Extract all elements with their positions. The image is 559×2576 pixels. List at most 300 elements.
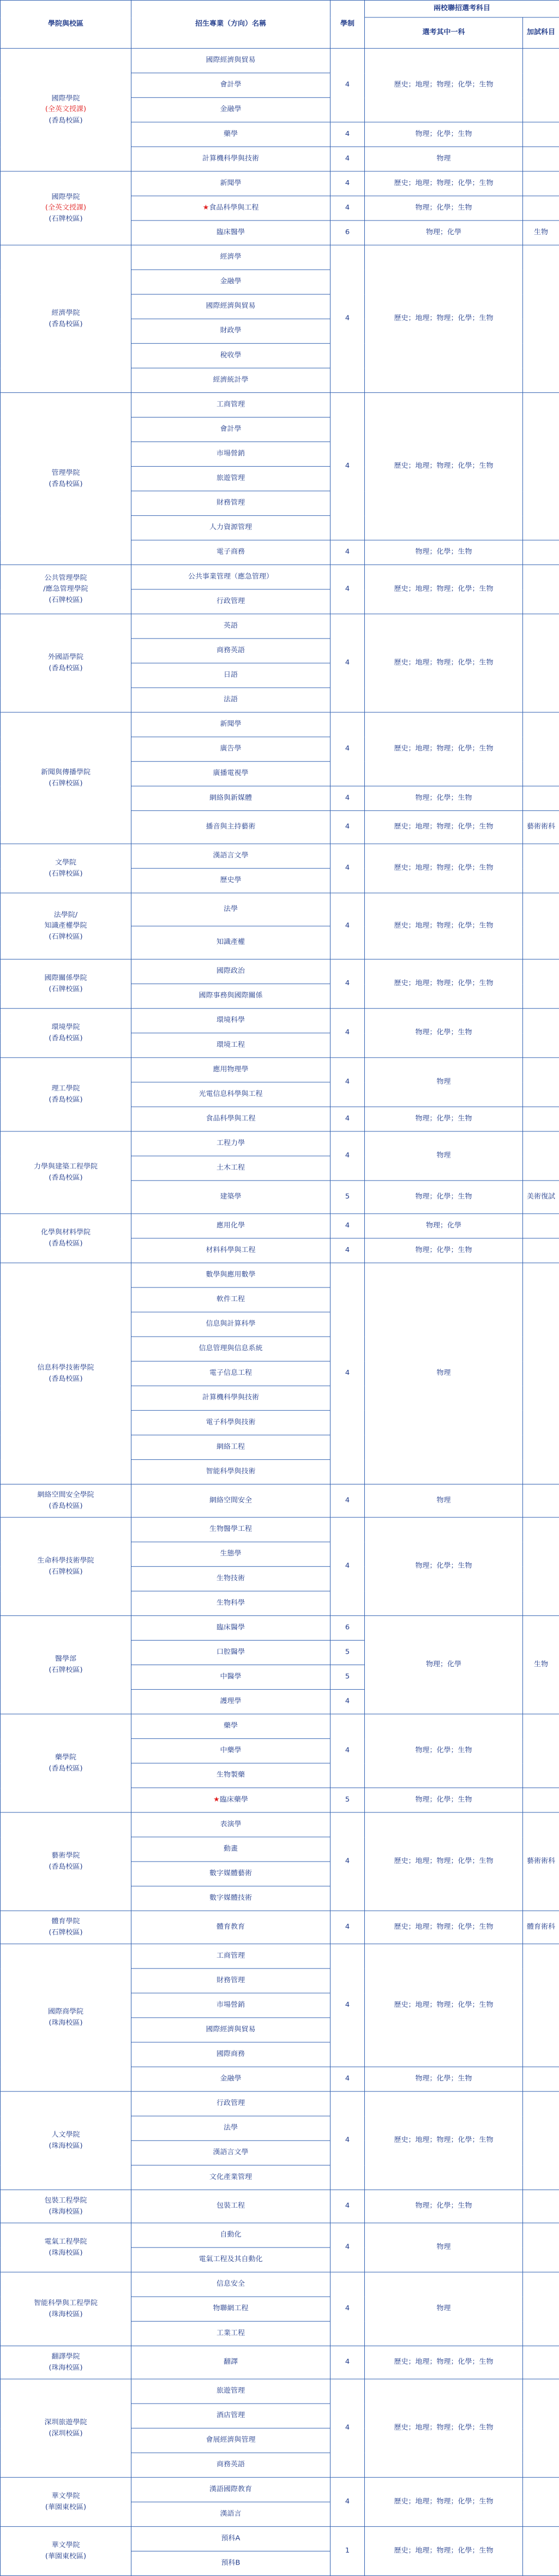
years-cell: 4	[330, 1714, 365, 1788]
years-cell: 1	[330, 2526, 365, 2575]
extra-subject-cell	[523, 122, 559, 147]
major-cell	[131, 368, 330, 392]
subjects-cell: 物理；化學；生物	[365, 2190, 523, 2223]
college-cell	[1, 565, 131, 614]
table-row	[1, 1615, 559, 1640]
star-icon: ★	[202, 204, 209, 212]
major-name: 人力資源管理	[209, 523, 252, 532]
college-line: 華文學院	[51, 2541, 80, 2550]
college-cell	[1, 49, 131, 171]
major-cell	[131, 49, 330, 73]
major-cell	[131, 2272, 330, 2297]
extra-subject-cell	[523, 2067, 559, 2091]
major-cell	[131, 1714, 330, 1739]
table-row	[1, 2477, 559, 2502]
college-cell	[1, 1009, 131, 1058]
college-line: (香島校區)	[49, 480, 83, 488]
major-cell	[131, 1862, 330, 1886]
extra-subject-cell	[523, 1214, 559, 1238]
major-cell	[131, 2190, 330, 2223]
header-choose-one: 選考其中一科	[365, 17, 523, 49]
college-line: 國際商學院	[47, 2008, 83, 2016]
subjects-cell: 歷史；地理；物理；化學；生物	[365, 614, 523, 712]
major-name: 行政管理	[216, 2099, 245, 2108]
major-cell	[131, 2321, 330, 2346]
college-line: (石牌校區)	[49, 1567, 83, 1576]
major-cell	[131, 516, 330, 540]
subjects-cell: 歷史；地理；物理；化學；生物	[365, 2379, 523, 2477]
major-cell	[131, 171, 330, 196]
table-row	[1, 1214, 559, 1238]
college-line: (石牌校區)	[49, 1928, 83, 1937]
years-cell: 4	[330, 540, 365, 565]
major-cell	[131, 245, 330, 270]
college-line: (珠海校區)	[49, 2310, 83, 2318]
major-name: 廣播電視學	[213, 769, 249, 778]
major-name: 金融學	[220, 105, 242, 114]
table-row	[1, 1009, 559, 1033]
subjects-cell: 物理；化學；生物	[365, 2067, 523, 2091]
major-cell	[131, 1009, 330, 1033]
major-name: 中藥學	[220, 1746, 242, 1755]
college-line: 藥學院	[55, 1753, 76, 1762]
subjects-cell: 物理；化學；生物	[365, 1714, 523, 1788]
major-cell	[131, 844, 330, 868]
major-cell	[131, 1911, 330, 1944]
table-row	[1, 2091, 559, 2116]
major-name: 漢語言	[220, 2509, 242, 2518]
major-name: 材料科學與工程	[206, 1246, 256, 1255]
subjects-cell: 物理；化學	[365, 1214, 523, 1238]
extra-subject-cell	[523, 1484, 559, 1517]
major-cell	[131, 1837, 330, 1862]
major-cell	[131, 1484, 330, 1517]
major-name: 漢語言文學	[213, 851, 249, 860]
college-cell	[1, 2526, 131, 2575]
major-name: 法學	[223, 905, 238, 914]
college-line: 法學院/	[53, 911, 78, 919]
major-cell	[131, 1615, 330, 1640]
table-row	[1, 1714, 559, 1739]
major-cell	[131, 1517, 330, 1542]
table-row	[1, 959, 559, 984]
major-cell	[131, 2018, 330, 2042]
college-line: (全英文授課)	[45, 204, 87, 212]
years-cell: 4	[330, 614, 365, 712]
college-line: (石牌校區)	[49, 1666, 83, 1674]
college-line: 藝術學院	[51, 1852, 80, 1860]
extra-subject-cell	[523, 1263, 559, 1484]
years-cell: 4	[330, 2477, 365, 2526]
years-cell: 4	[330, 1911, 365, 1944]
major-cell	[131, 1361, 330, 1386]
years-cell: 4	[330, 2346, 365, 2379]
college-line: (香島校區)	[49, 320, 83, 328]
major-name: 行政管理	[216, 597, 245, 606]
college-line: 文學院	[55, 858, 76, 867]
college-cell	[1, 712, 131, 844]
subjects-cell: 物理；化學；生物	[365, 540, 523, 565]
subjects-cell: 物理；化學；生物	[365, 196, 523, 220]
major-cell	[131, 319, 330, 343]
major-cell	[131, 1238, 330, 1263]
years-cell: 6	[330, 1615, 365, 1640]
extra-subject-cell	[523, 245, 559, 392]
college-line: 生命科學技術學院	[37, 1557, 94, 1565]
college-line: (香島校區)	[49, 1095, 83, 1104]
major-name: 生物技術	[216, 1574, 245, 1583]
college-line: (石牌校區)	[49, 932, 83, 941]
years-cell: 4	[330, 1517, 365, 1615]
major-name: 法學	[223, 2124, 238, 2132]
major-name: 預科A	[221, 2535, 241, 2543]
table-row	[1, 1058, 559, 1082]
subjects-cell: 物理；化學	[365, 1615, 523, 1714]
years-cell: 4	[330, 844, 365, 893]
major-cell	[131, 868, 330, 893]
extra-subject-cell	[523, 614, 559, 712]
years-cell: 5	[330, 1665, 365, 1690]
years-cell: 5	[330, 1180, 365, 1214]
college-line: (石牌校區)	[49, 214, 83, 223]
subjects-cell: 物理；化學；生物	[365, 786, 523, 810]
college-line: 智能科學與工程學院	[33, 2299, 98, 2307]
major-name: 動畫	[223, 1845, 238, 1853]
major-name: 表演學	[220, 1820, 242, 1829]
years-cell: 4	[330, 2190, 365, 2223]
college-cell	[1, 1812, 131, 1911]
college-cell	[1, 1214, 131, 1263]
major-cell	[131, 1263, 330, 1287]
table-row	[1, 565, 559, 589]
major-name: 電子科學與技術	[206, 1418, 256, 1427]
major-name: 藥學	[223, 130, 238, 139]
major-name: 國際經濟與貿易	[206, 2025, 256, 2034]
major-name: 經濟統計學	[213, 375, 249, 384]
college-line: /應急管理學院	[43, 585, 88, 593]
table-row	[1, 712, 559, 737]
major-cell	[131, 712, 330, 737]
college-line: 網絡空間安全學院	[37, 1491, 94, 1499]
table-row	[1, 614, 559, 639]
major-cell	[131, 392, 330, 417]
college-cell	[1, 1911, 131, 1944]
header-years: 學制	[330, 0, 365, 48]
college-cell	[1, 1131, 131, 1214]
star-icon: ★	[213, 1796, 220, 1804]
major-cell	[131, 1944, 330, 1969]
major-cell	[131, 737, 330, 761]
extra-subject-cell	[523, 2477, 559, 2526]
years-cell: 4	[330, 959, 365, 1009]
subjects-cell: 物理	[365, 147, 523, 171]
college-cell	[1, 893, 131, 959]
major-name: 財務管理	[216, 499, 245, 507]
major-name: 生物製藥	[216, 1771, 245, 1780]
table-row	[1, 2346, 559, 2379]
college-cell	[1, 1714, 131, 1812]
major-cell	[131, 1665, 330, 1690]
major-cell	[131, 1337, 330, 1361]
extra-subject-cell	[523, 1107, 559, 1131]
college-line: 知識產權學院	[44, 921, 87, 930]
major-name: 智能科學與技術	[206, 1468, 256, 1476]
extra-subject-cell	[523, 1058, 559, 1107]
major-name: 國際經濟與貿易	[206, 302, 256, 311]
major-cell	[131, 565, 330, 589]
college-line: 理工學院	[51, 1084, 80, 1093]
major-name: 工程力學	[216, 1139, 245, 1148]
table-row	[1, 893, 559, 926]
major-name: 臨床醫學	[216, 228, 245, 237]
subjects-cell: 物理；化學	[365, 220, 523, 245]
major-cell	[131, 1312, 330, 1337]
major-cell	[131, 1435, 330, 1459]
years-cell: 4	[330, 1812, 365, 1911]
years-cell: 4	[330, 565, 365, 614]
major-cell	[131, 663, 330, 688]
major-name: 翻譯	[223, 2358, 238, 2366]
major-cell	[131, 2140, 330, 2165]
major-cell	[131, 2091, 330, 2116]
extra-subject-cell	[523, 959, 559, 1009]
major-name: 電子信息工程	[209, 1369, 252, 1378]
major-cell	[131, 2165, 330, 2190]
major-cell	[131, 761, 330, 786]
table-row	[1, 1812, 559, 1837]
college-line: (香島校區)	[49, 1239, 83, 1248]
extra-subject-cell	[523, 1517, 559, 1615]
major-cell	[131, 2297, 330, 2321]
major-cell	[131, 926, 330, 959]
major-name: 自動化	[220, 2231, 242, 2239]
subjects-cell: 物理	[365, 2223, 523, 2272]
major-cell	[131, 589, 330, 614]
major-name: 電子商務	[216, 548, 245, 557]
major-name: 護理學	[220, 1697, 242, 1706]
major-name: 信息管理與信息系統	[199, 1344, 263, 1353]
major-cell	[131, 1156, 330, 1180]
major-name: 網絡與新媒體	[209, 794, 252, 802]
major-name: 網絡工程	[216, 1442, 245, 1451]
years-cell: 4	[330, 1214, 365, 1238]
major-name: 漢語國際教育	[209, 2485, 252, 2494]
college-cell	[1, 245, 131, 392]
extra-subject-cell	[523, 712, 559, 786]
years-cell: 4	[330, 810, 365, 844]
major-cell	[131, 2428, 330, 2453]
major-name: 商務英語	[216, 2460, 245, 2469]
table-row	[1, 49, 559, 73]
table-row	[1, 2526, 559, 2551]
major-name: 電氣工程及其自動化	[199, 2255, 263, 2264]
college-cell	[1, 844, 131, 893]
major-name: 商務英語	[216, 646, 245, 655]
years-cell: 4	[330, 1009, 365, 1058]
college-cell	[1, 1484, 131, 1517]
major-name: 工商管理	[216, 401, 245, 409]
major-name: 財務管理	[216, 1976, 245, 1985]
extra-subject-cell	[523, 147, 559, 171]
major-cell	[131, 2223, 330, 2247]
major-name: 財政學	[220, 326, 242, 335]
subjects-cell: 物理；化學；生物	[365, 122, 523, 147]
major-name: 生物科學	[216, 1599, 245, 1607]
major-name: 物聯網工程	[213, 2304, 249, 2313]
years-cell: 4	[330, 1058, 365, 1107]
major-name: 工業工程	[216, 2329, 245, 2338]
years-cell: 5	[330, 1788, 365, 1812]
major-cell	[131, 220, 330, 245]
college-line: (香島校區)	[49, 1374, 83, 1383]
years-cell: 4	[330, 1944, 365, 2067]
major-name: 國際事務與國際關係	[199, 992, 263, 1000]
college-line: (香島校區)	[49, 1862, 83, 1871]
major-cell	[131, 1386, 330, 1410]
major-name: 信息與計算科學	[206, 1320, 256, 1328]
major-name: 市場營銷	[216, 2001, 245, 2009]
college-line: (珠海校區)	[49, 2207, 83, 2216]
major-cell	[131, 1459, 330, 1484]
extra-subject-cell	[523, 893, 559, 959]
college-line: (全英文授課)	[45, 105, 87, 114]
college-line: (香島校區)	[49, 1764, 83, 1773]
college-cell	[1, 171, 131, 245]
table-row	[1, 1263, 559, 1287]
major-name: 歷史學	[220, 876, 242, 885]
college-line: (珠海校區)	[49, 2142, 83, 2150]
major-name: 金融學	[220, 277, 242, 286]
college-line: (石牌校區)	[49, 595, 83, 604]
major-name: 信息安全	[216, 2280, 245, 2288]
major-cell	[131, 442, 330, 467]
subjects-cell: 物理；化學；生物	[365, 1788, 523, 1812]
extra-subject-cell	[523, 1131, 559, 1180]
major-cell	[131, 786, 330, 810]
major-name: 應用化學	[216, 1221, 245, 1230]
major-name: 稅收學	[220, 351, 242, 360]
table-row	[1, 2379, 559, 2404]
table-row	[1, 1131, 559, 1156]
major-name: 計算機科學與技術	[202, 1393, 259, 1402]
major-name: 文化產業管理	[209, 2173, 252, 2181]
extra-subject-cell: 藝術術科	[523, 1812, 559, 1911]
subjects-cell: 物理	[365, 1484, 523, 1517]
major-cell	[131, 1131, 330, 1156]
subjects-cell: 歷史；地理；物理；化學；生物	[365, 1944, 523, 2067]
major-name: 土木工程	[216, 1164, 245, 1172]
college-line: (華園東校區)	[45, 2552, 87, 2561]
college-cell	[1, 2346, 131, 2379]
table-row	[1, 2190, 559, 2223]
major-name: 食品科學與工程	[206, 1114, 256, 1123]
major-name: 包裝工程	[216, 2202, 245, 2210]
major-name: 光電信息科學與工程	[199, 1090, 263, 1099]
years-cell: 4	[330, 171, 365, 196]
major-name: 數字媒體技術	[209, 1894, 252, 1903]
college-line: (石牌校區)	[49, 779, 83, 788]
college-line: 新聞與傳播學院	[40, 768, 91, 777]
years-cell: 4	[330, 2091, 365, 2190]
major-cell	[131, 1993, 330, 2018]
major-cell	[131, 2526, 330, 2551]
subjects-cell: 歷史；地理；物理；化學；生物	[365, 1812, 523, 1911]
college-cell	[1, 2190, 131, 2223]
subjects-cell: 物理	[365, 1263, 523, 1484]
major-cell	[131, 810, 330, 844]
major-name: 知識產權	[216, 938, 245, 947]
extra-subject-cell: 體育術科	[523, 1911, 559, 1944]
major-name: 播音與主持藝術	[206, 822, 256, 831]
table-body	[1, 49, 559, 2576]
major-cell	[131, 1542, 330, 1566]
subjects-cell: 歷史；地理；物理；化學；生物	[365, 565, 523, 614]
college-line: 環境學院	[51, 1023, 80, 1031]
major-cell	[131, 1690, 330, 1714]
major-name: 經濟學	[220, 253, 242, 261]
extra-subject-cell	[523, 2379, 559, 2477]
subjects-cell: 歷史；地理；物理；化學；生物	[365, 959, 523, 1009]
major-cell	[131, 959, 330, 984]
subjects-cell: 歷史；地理；物理；化學；生物	[365, 2526, 523, 2575]
major-cell	[131, 1739, 330, 1763]
major-cell	[131, 639, 330, 663]
major-name: 會計學	[220, 425, 242, 433]
extra-subject-cell	[523, 2223, 559, 2272]
major-cell	[131, 1566, 330, 1591]
extra-subject-cell	[523, 171, 559, 196]
college-line: 信息科學技術學院	[37, 1363, 94, 1372]
years-cell: 4	[330, 196, 365, 220]
years-cell: 4	[330, 49, 365, 122]
major-name: 會計學	[220, 81, 242, 90]
major-cell	[131, 122, 330, 147]
major-name: 預科B	[221, 2559, 241, 2567]
major-name: 網絡空間安全	[209, 1496, 252, 1505]
major-name: 體育教育	[216, 1923, 245, 1931]
major-name: 臨床醫學	[216, 1624, 245, 1632]
subjects-cell: 物理	[365, 1058, 523, 1107]
college-cell	[1, 2091, 131, 2190]
table-row	[1, 1911, 559, 1944]
table-row	[1, 171, 559, 196]
years-cell: 4	[330, 2379, 365, 2477]
major-cell	[131, 1969, 330, 1993]
subjects-cell: 物理	[365, 2272, 523, 2346]
years-cell: 4	[330, 392, 365, 540]
college-line: (華園東校區)	[45, 2503, 87, 2511]
extra-subject-cell	[523, 1009, 559, 1058]
college-cell	[1, 2223, 131, 2272]
major-cell	[131, 1763, 330, 1788]
extra-subject-cell	[523, 1714, 559, 1788]
major-cell	[131, 2042, 330, 2067]
extra-subject-cell	[523, 2346, 559, 2379]
major-name: 酒店管理	[216, 2411, 245, 2420]
major-name: 旅遊管理	[216, 474, 245, 482]
major-cell	[131, 2067, 330, 2091]
header-college: 學院與校區	[1, 0, 131, 48]
college-line: (香島校區)	[49, 116, 83, 124]
major-name: 應用物理學	[213, 1065, 249, 1074]
table-row	[1, 2223, 559, 2247]
college-cell	[1, 1615, 131, 1714]
major-cell	[131, 417, 330, 442]
major-name: 國際政治	[216, 967, 245, 975]
subjects-cell: 歷史；地理；物理；化學；生物	[365, 2091, 523, 2190]
extra-subject-cell: 生物	[523, 220, 559, 245]
extra-subject-cell: 藝術術科	[523, 810, 559, 844]
